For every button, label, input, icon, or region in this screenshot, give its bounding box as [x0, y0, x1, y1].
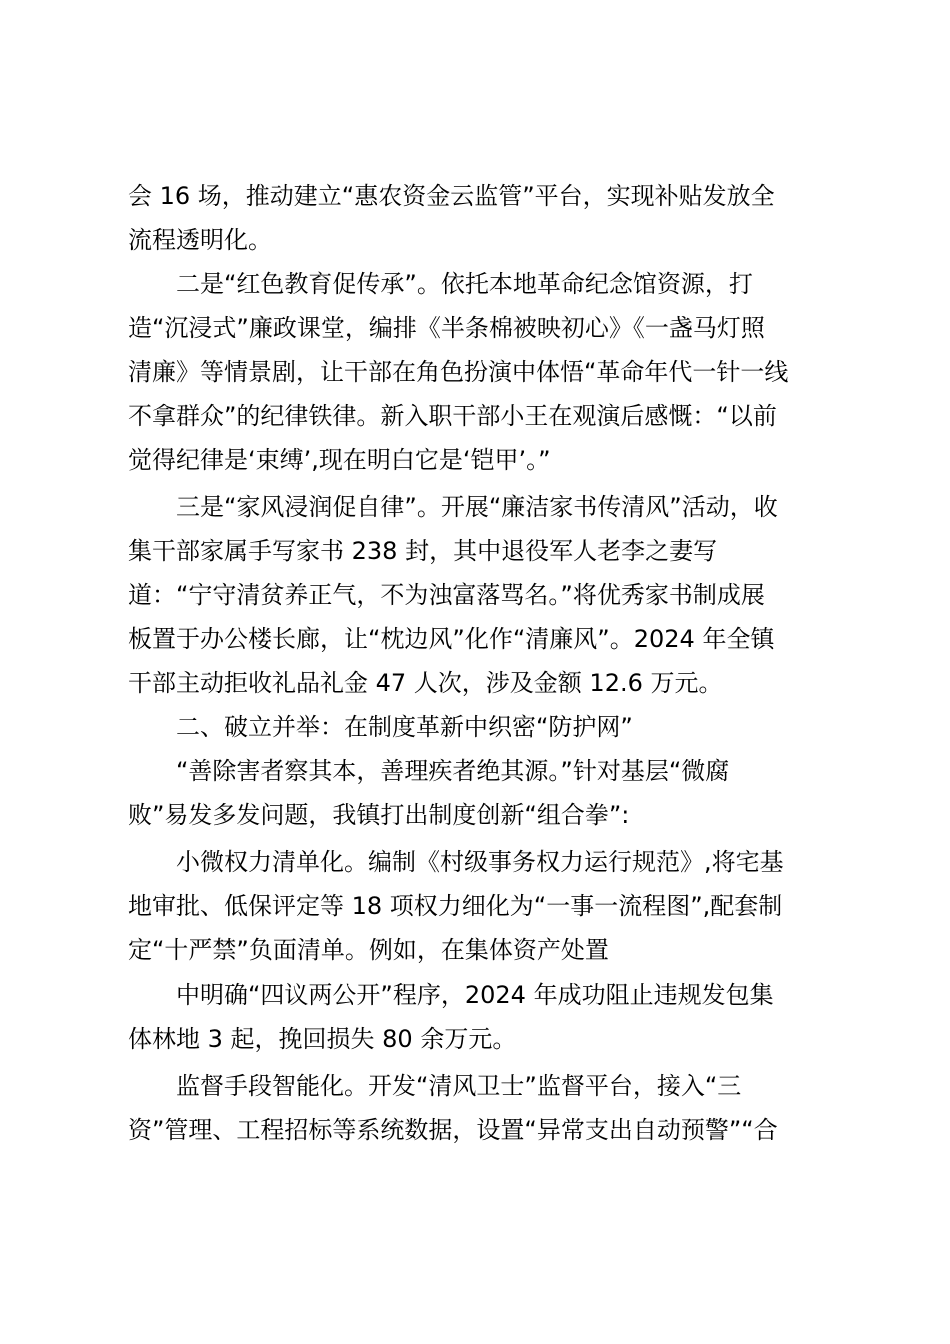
text-line-11: 板置于办公楼长廊，让“枕边风”化作“清廉风”。2024 年全镇 — [128, 625, 775, 653]
text-line-14: “善除害者察其本，善理疾者绝其源。”针对基层“微腐 — [176, 757, 730, 785]
text-line-18: 定“十严禁”负面清单。例如，在集体资产处置 — [128, 936, 609, 964]
text-line-15: 败”易发多发问题，我镇打出制度创新“组合拳”: — [128, 801, 630, 829]
text-line-4: 造“沉浸式”廉政课堂，编排《半条棉被映初心》《一盏马灯照 — [128, 314, 765, 342]
text-line-21: 监督手段智能化。开发“清风卫士”监督平台，接入“三 — [176, 1072, 742, 1100]
text-line-7: 觉得纪律是‘束缚’,现在明白它是‘铠甲’。” — [128, 446, 551, 474]
text-line-12: 干部主动拒收礼品礼金 47 人次，涉及金额 12.6 万元。 — [128, 669, 723, 697]
text-line-9: 集干部家属手写家书 238 封，其中退役军人老李之妻写 — [128, 537, 718, 565]
text-line-8: 三是“家风浸润促自律”。开展“廉洁家书传清风”活动，收 — [176, 493, 778, 521]
text-line-17: 地审批、低保评定等 18 项权力细化为“一事一流程图”,配套制 — [128, 892, 783, 920]
text-line-2: 流程透明化。 — [128, 226, 272, 254]
text-line-3: 二是“红色教育促传承”。依托本地革命纪念馆资源，打 — [176, 270, 753, 298]
text-line-1: 会 16 场，推动建立“惠农资金云监管”平台，实现补贴发放全 — [128, 182, 775, 210]
text-line-20: 体林地 3 起，挽回损失 80 余万元。 — [128, 1025, 517, 1053]
text-line-10: 道：“宁守清贫养正气，不为浊富落骂名。”将优秀家书制成展 — [128, 581, 765, 609]
text-line-22: 资”管理、工程招标等系统数据，设置“异常支出自动预警”“合 — [128, 1116, 778, 1144]
text-line-5: 清廉》等情景剧，让干部在角色扮演中体悟“革命年代一针一线 — [128, 358, 789, 386]
text-line-19: 中明确“四议两公开”程序，2024 年成功阻止违规发包集 — [176, 981, 774, 1009]
section-heading: 二、破立并举：在制度革新中织密“防护网” — [176, 713, 633, 741]
text-line-16: 小微权力清单化。编制《村级事务权力运行规范》,将宅基 — [176, 848, 784, 876]
text-line-6: 不拿群众”的纪律铁律。新入职干部小王在观演后感慨：“以前 — [128, 402, 777, 430]
